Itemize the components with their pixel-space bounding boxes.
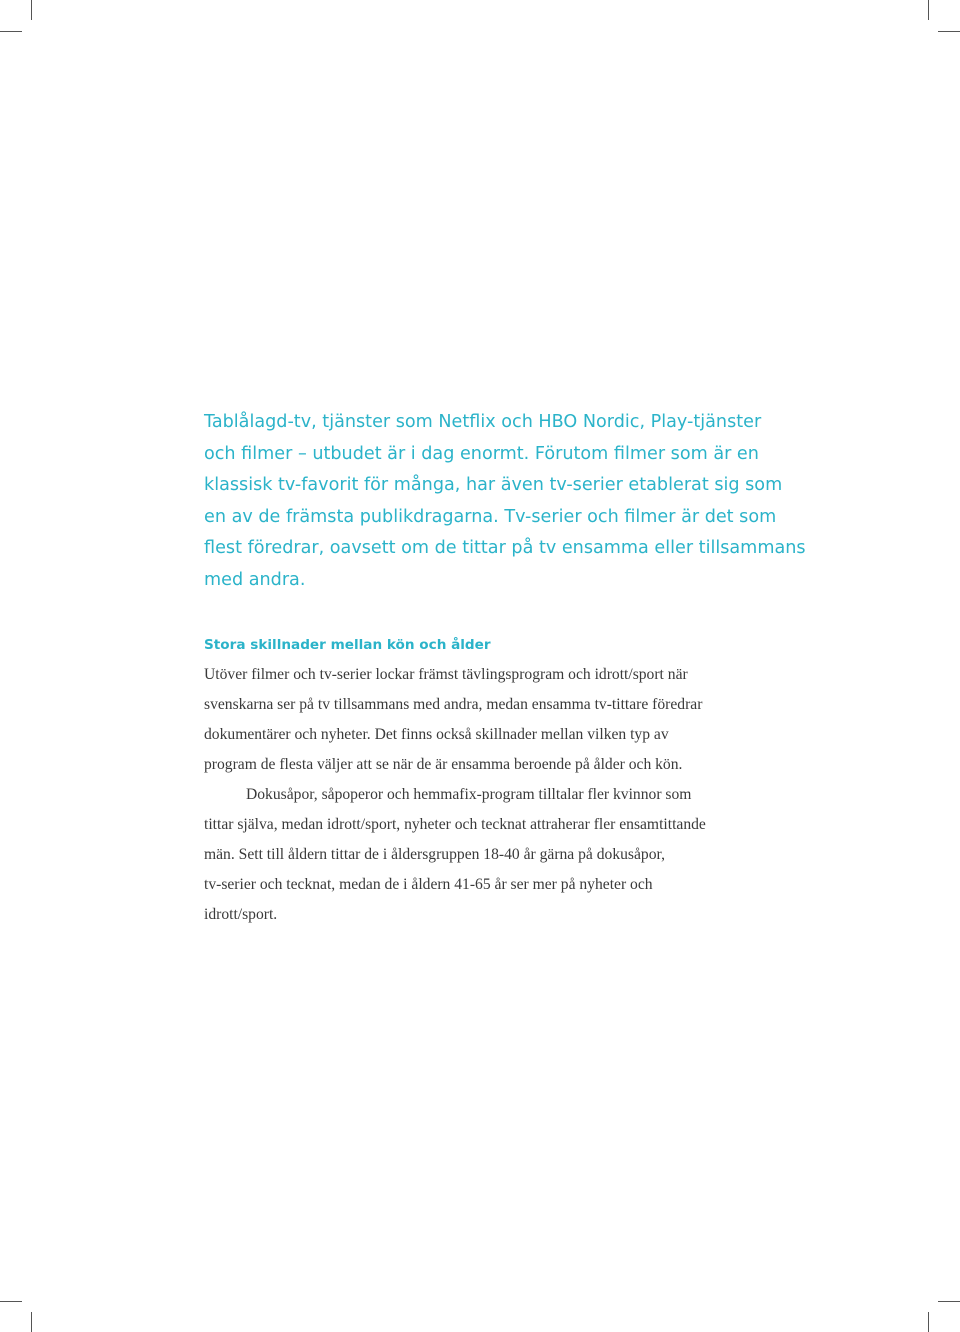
body-line: dokumentärer och nyheter. Det finns också skillnader mellan vilken typ av [204,726,669,743]
body-line: Utöver filmer och tv-serier lockar främst tävlingsprogram och idrott/sport när [204,666,688,683]
lead-line: flest föredrar, oavsett om de tittar på tv ensamma eller tillsammans [204,538,806,558]
crop-mark-top-right-horizontal [938,31,960,32]
body-line: svenskarna ser på tv tillsammans med andra, medan ensamma tv-tittare föredrar [204,696,703,713]
body-line: män. Sett till åldern tittar de i åldersgruppen 18-40 år gärna på dokusåpor, [204,846,665,863]
crop-mark-bottom-left-horizontal [0,1301,22,1302]
crop-mark-bottom-right-vertical [928,1312,929,1332]
crop-mark-bottom-right-horizontal [938,1301,960,1302]
body-line: program de flesta väljer att se när de är ensamma beroende på ålder och kön. [204,756,683,773]
crop-mark-top-left-horizontal [0,31,22,32]
body-line: idrott/sport. [204,906,278,923]
lead-line: med andra. [204,569,306,590]
crop-mark-bottom-left-vertical [31,1312,32,1332]
crop-mark-top-right-vertical [928,0,929,20]
body-line-indented: Dokusåpor, såpoperor och hemmafix-program tilltalar fler kvinnor som [246,786,692,803]
section-heading: Stora skillnader mellan kön och ålder [204,637,491,653]
lead-line: klassisk tv-favorit för många, har även tv-serier etablerat sig som [204,475,783,495]
lead-line: och filmer – utbudet är i dag enormt. Förutom filmer som är en [204,443,759,464]
crop-mark-top-left-vertical [31,0,32,20]
lead-line: Tablålagd-tv, tjänster som Netflix och HBO Nordic, Play-tjänster [204,412,762,432]
lead-paragraph [204,407,806,596]
lead-line: en av de främsta publikdragarna. Tv-serier och filmer är det som [204,506,777,527]
body-text [204,660,764,930]
body-line: tittar själva, medan idrott/sport, nyheter och tecknat attraherar fler ensamtittande [204,816,706,833]
body-line: tv-serier och tecknat, medan de i åldern 41-65 år ser mer på nyheter och [204,876,653,893]
